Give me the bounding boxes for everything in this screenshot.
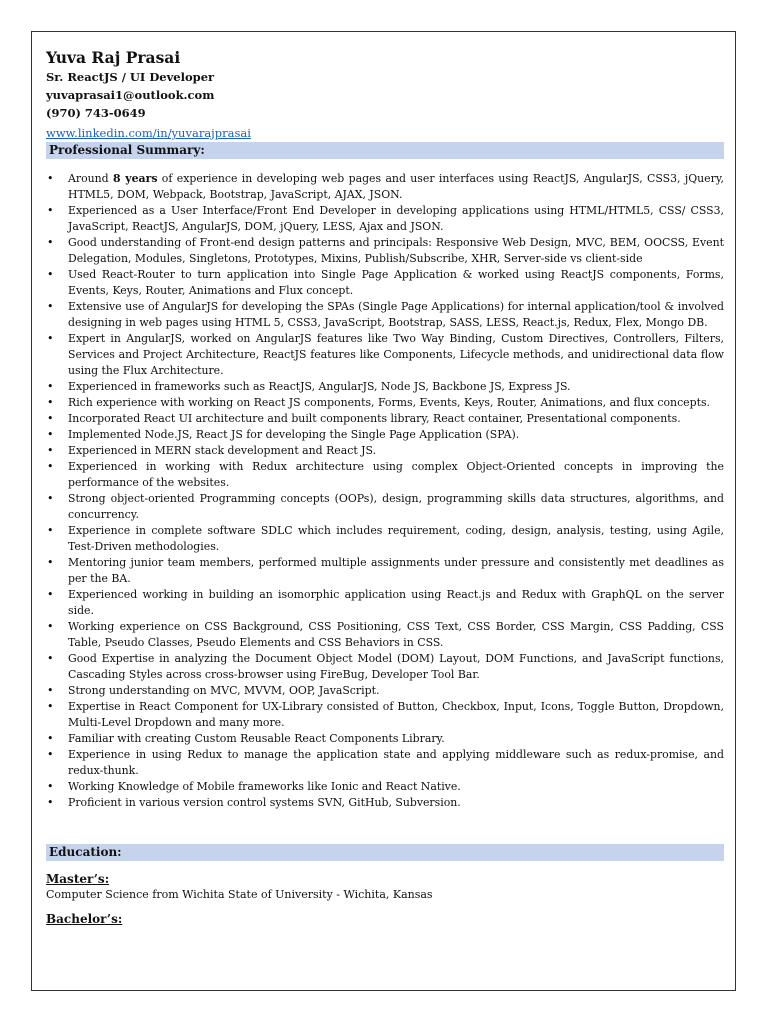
summary-item: • Strong understanding on MVC, MVVM, OOP, JavaScript. (46, 683, 724, 699)
summary-item: • Rich experience with working on React JS components, Forms, Events, Keys, Router, Animations, and flux concepts. (46, 395, 724, 411)
summary-item: • Extensive use of AngularJS for developing the SPAs (Single Page Applications) for internal application/tool & involved designing in web pages using HTML 5, CSS3, JavaScript, Bootstrap, SASS, LESS, React.js, Redux, Flex, Mongo DB. (46, 299, 724, 331)
masters-label: Master’s: (46, 872, 110, 886)
summary-list (46, 171, 724, 811)
summary-item: • Incorporated React UI architecture and built components library, React container, Presentational components. (46, 411, 724, 427)
summary-item: • Mentoring junior team members, performed multiple assignments under pressure and consistently met deadlines as per the BA. (46, 555, 724, 587)
summary-item: • Good Expertise in analyzing the Document Object Model (DOM) Layout, DOM Functions, and JavaScript functions, Cascading Styles across cross-browser using FireBug, Developer Tool Bar. (46, 651, 724, 683)
resume-content (46, 46, 724, 927)
phone-number: (970) 743-0649 (46, 106, 146, 120)
summary-item-text: Around (68, 172, 113, 185)
summary-item: • Strong object-oriented Programming concepts (OOPs), design, programming skills data structures, algorithms, and concurrency. (46, 491, 724, 523)
summary-item: • Working Knowledge of Mobile frameworks like Ionic and React Native. (46, 779, 724, 795)
summary-item: • Used React-Router to turn application into Single Page Application & worked using ReactJS components, Forms, Events, Keys, Router, Animations and Flux concept. (46, 267, 724, 299)
summary-item: • Proficient in various version control systems SVN, GitHub, Subversion. (46, 795, 724, 811)
summary-item: • Expert in AngularJS, worked on AngularJS features like Two Way Binding, Custom Directives, Controllers, Filters, Services and Project Architecture, ReactJS features like Components, Lifecycle methods, and unidirectional data flow using the Flux Architecture. (46, 331, 724, 379)
summary-item: • Expertise in React Component for UX-Library consisted of Button, Checkbox, Input, Icons, Toggle Button, Dropdown, Multi-Level Dropdown and many more. (46, 699, 724, 731)
masters-degree: Computer Science from Wichita State of University - Wichita, Kansas (46, 888, 433, 901)
email-address: yuvaprasai1@outlook.com (46, 88, 215, 102)
candidate-name: Yuva Raj Prasai (46, 48, 181, 67)
summary-item: • Good understanding of Front-end design patterns and principals: Responsive Web Design, MVC, BEM, OOCSS, Event Delegation, Modules, Singletons, Prototypes, Mixins, Publish/Subscribe, XHR, Server-side vs client-side (46, 235, 724, 267)
summary-item (46, 171, 724, 203)
summary-item: • Familiar with creating Custom Reusable React Components Library. (46, 731, 724, 747)
linkedin-link[interactable]: www.linkedin.com/in/yuvarajprasai (46, 126, 251, 140)
summary-item: • Experience in using Redux to manage the application state and applying middleware such as redux-promise, and redux-thunk. (46, 747, 724, 779)
resume-page (31, 31, 736, 991)
summary-item: • Implemented Node.JS, React JS for developing the Single Page Application (SPA). (46, 427, 724, 443)
years-highlight: 8 years (113, 172, 158, 185)
summary-item: • Experienced working in building an isomorphic application using React.js and Redux with GraphQL on the server side. (46, 587, 724, 619)
summary-item: • Experienced in working with Redux architecture using complex Object-Oriented concepts in improving the performance of the websites. (46, 459, 724, 491)
education-heading: Education: (46, 844, 724, 861)
summary-item: • Experienced in frameworks such as ReactJS, AngularJS, Node JS, Backbone JS, Express JS. (46, 379, 724, 395)
professional-summary-heading: Professional Summary: (46, 142, 724, 159)
summary-item: • Experienced as a User Interface/Front End Developer in developing applications using HTML/HTML5, CSS/ CSS3, JavaScript, ReactJS, AngularJS, DOM, jQuery, LESS, Ajax and JSON. (46, 203, 724, 235)
bachelors-label: Bachelor’s: (46, 912, 123, 926)
job-title: Sr. ReactJS / UI Developer (46, 70, 215, 84)
summary-item: • Experience in complete software SDLC which includes requirement, coding, design, analysis, testing, using Agile, Test-Driven methodologies. (46, 523, 724, 555)
summary-item: • Working experience on CSS Background, CSS Positioning, CSS Text, CSS Border, CSS Margin, CSS Padding, CSS Table, Pseudo Classes, Pseudo Elements and CSS Behaviors in CSS. (46, 619, 724, 651)
summary-item: • Experienced in MERN stack development and React JS. (46, 443, 724, 459)
summary-item-text: of experience in developing web pages and user interfaces using ReactJS, AngularJS, CSS3, jQuery, HTML5, DOM, Webpack, Bootstrap, JavaScript, AJAX, JSON. (68, 172, 724, 201)
